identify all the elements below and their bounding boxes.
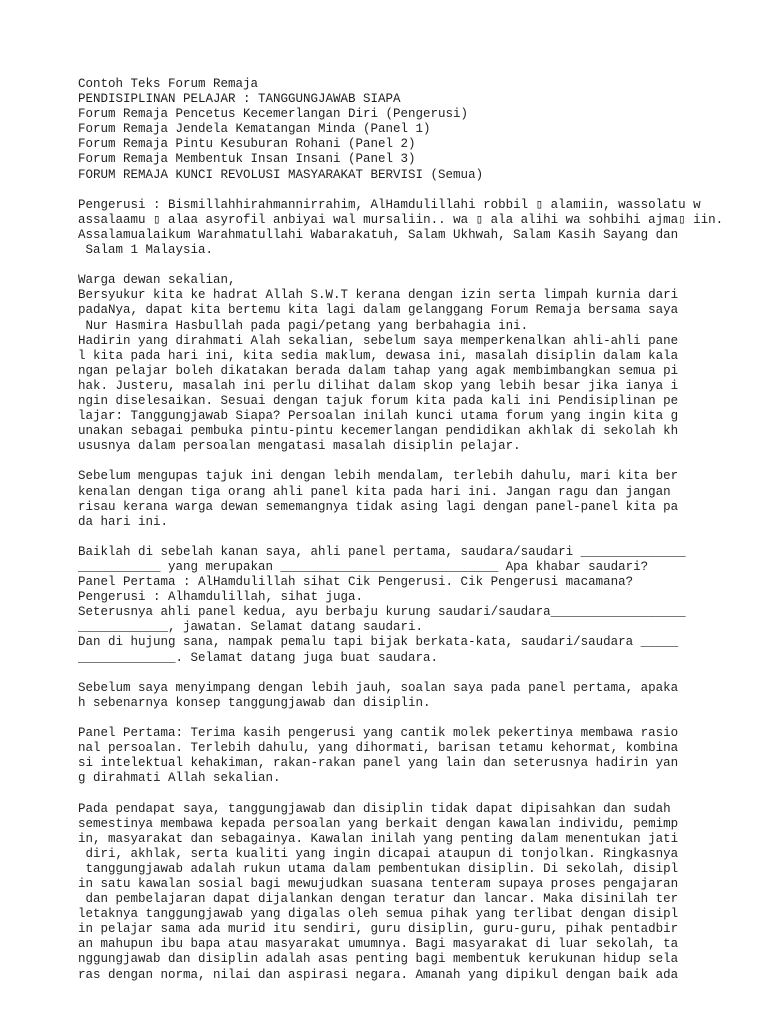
text-line: ___________ yang merupakan _____________________________ Apa khabar saudari? bbox=[78, 560, 649, 574]
text-line: l kita pada hari ini, kita sedia maklum, dewasa ini, masalah disiplin dalam kala bbox=[78, 348, 679, 363]
text-line: Bersyukur kita ke hadrat Allah S.W.T kerana dengan izin serta limpah kurnia dari bbox=[78, 288, 679, 303]
text-line: Pengerusi : Bismillahhirahmannirrahim, AlHamdulillahi robbil ▯ alamiin, wassolatu w bbox=[78, 197, 701, 212]
text-line: FORUM REMAJA KUNCI REVOLUSI MASYARAKAT BERVISI (Semua) bbox=[78, 167, 484, 182]
text-line: Forum Remaja Membentuk Insan Insani (Panel 3) bbox=[78, 152, 416, 167]
text-line: g dirahmati Allah sekalian. bbox=[78, 771, 281, 786]
text-line: Forum Remaja Pintu Kesuburan Rohani (Panel 2) bbox=[78, 137, 416, 152]
blank-line bbox=[78, 454, 768, 469]
text-line: Nur Hasmira Hasbullah pada pagi/petang yang berbahagia ini. bbox=[78, 318, 529, 333]
text-line: Baiklah di sebelah kanan saya, ahli panel pertama, saudara/saudari ______________ bbox=[78, 544, 686, 559]
text-line: Forum Remaja Jendela Kematangan Minda (Panel 1) bbox=[78, 122, 431, 137]
text-line: letaknya tanggungjawab yang digalas oleh semua pihak yang terlibat dengan disipl bbox=[78, 907, 679, 922]
text-line: dan pembelajaran dapat dijalankan dengan teratur dan lancar. Maka disinilah ter bbox=[78, 892, 679, 907]
text-line: ngan pelajar boleh dikatakan berada dalam tahap yang agak membimbangkan semua pi bbox=[78, 363, 679, 378]
blank-line bbox=[78, 258, 768, 273]
text-line: Pengerusi : Alhamdulillah, sihat juga. bbox=[78, 590, 364, 605]
text-line: in satu kawalan sosial bagi mewujudkan suasana tenteram supaya proses pengajaran bbox=[78, 876, 679, 891]
text-line: PENDISIPLINAN PELAJAR : TANGGUNGJAWAB SIAPA bbox=[78, 92, 401, 107]
document-body bbox=[78, 77, 768, 983]
blank-line bbox=[78, 666, 768, 681]
text-line: Assalamualaikum Warahmatullahi Wabarakatuh, Salam Ukhwah, Salam Kasih Sayang dan bbox=[78, 227, 679, 242]
text-line: Pada pendapat saya, tanggungjawab dan disiplin tidak dapat dipisahkan dan sudah bbox=[78, 801, 671, 816]
text-line: risau kerana warga dewan sememangnya tidak asing lagi dengan panel-panel kita pa bbox=[78, 499, 679, 514]
text-line: Sebelum mengupas tajuk ini dengan lebih mendalam, terlebih dahulu, mari kita ber bbox=[78, 469, 679, 484]
text-line: nal persoalan. Terlebih dahulu, yang dihormati, barisan tetamu kehormat, kombina bbox=[78, 741, 679, 756]
text-line: ____________, jawatan. Selamat datang saudari. bbox=[78, 620, 424, 635]
text-line: Warga dewan sekalian, bbox=[78, 273, 236, 288]
text-line: h sebenarnya konsep tanggungjawab dan disiplin. bbox=[78, 695, 431, 710]
blank-line bbox=[78, 183, 768, 198]
text-line: Salam 1 Malaysia. bbox=[78, 243, 214, 258]
text-line: Forum Remaja Pencetus Kecemerlangan Diri (Pengerusi) bbox=[78, 107, 469, 122]
text-line: Sebelum saya menyimpang dengan lebih jauh, soalan saya pada panel pertama, apaka bbox=[78, 680, 679, 695]
text-line: Panel Pertama: Terima kasih pengerusi yang cantik molek pekertinya membawa rasio bbox=[78, 726, 679, 741]
text-line: ngin diselesaikan. Sesuai dengan tajuk forum kita pada kali ini Pendisiplinan pe bbox=[78, 393, 679, 408]
text-line: in pelajar sama ada murid itu sendiri, guru disiplin, guru-guru, pihak pentadbir bbox=[78, 922, 679, 937]
text-line: an mahupun ibu bapa atau masyarakat umumnya. Bagi masyarakat di luar sekolah, ta bbox=[78, 937, 679, 952]
text-line: padaNya, dapat kita bertemu kita lagi dalam gelanggang Forum Remaja bersama saya bbox=[78, 303, 679, 318]
text-line: assalaamu ▯ alaa asyrofil anbiyai wal mursaliin.. wa ▯ ala alihi wa sohbihi ajma▯ iin. bbox=[78, 212, 724, 227]
text-line: semestinya membawa kepada persoalan yang berkait dengan kawalan individu, pemimp bbox=[78, 816, 679, 831]
text-line: si intelektual kehakiman, rakan-rakan panel yang lain dan seterusnya hadirin yan bbox=[78, 756, 679, 771]
text-line: da hari ini. bbox=[78, 514, 169, 529]
text-line: hak. Justeru, masalah ini perlu dilihat dalam skop yang lebih besar jika ianya i bbox=[78, 378, 679, 393]
text-line: in, masyarakat dan sebagainya. Kawalan inilah yang penting dalam menentukan jati bbox=[78, 831, 679, 846]
text-line: Contoh Teks Forum Remaja bbox=[78, 77, 259, 91]
text-line: diri, akhlak, serta kualiti yang ingin dicapai ataupun di tonjolkan. Ringkasnya bbox=[78, 846, 679, 861]
text-line: Seterusnya ahli panel kedua, ayu berbaju kurung saudari/saudara__________________ bbox=[78, 605, 686, 620]
text-line: unakan sebagai pembuka pintu-pintu kecemerlangan pendidikan akhlak di sekolah kh bbox=[78, 424, 679, 439]
text-line: Hadirin yang dirahmati Alah sekalian, sebelum saya memperkenalkan ahli-ahli pane bbox=[78, 333, 679, 348]
text-line: kenalan dengan tiga orang ahli panel kita pada hari ini. Jangan ragu dan jangan bbox=[78, 484, 671, 499]
text-line: lajar: Tanggungjawab Siapa? Persoalan inilah kunci utama forum yang ingin kita g bbox=[78, 409, 679, 424]
text-line: ususnya dalam persoalan mengatasi masalah disiplin pelajar. bbox=[78, 439, 521, 454]
text-line: tanggungjawab adalah rukun utama dalam pembentukan disiplin. Di sekolah, disipl bbox=[78, 861, 679, 876]
text-line: Dan di hujung sana, nampak pemalu tapi bijak berkata-kata, saudari/saudara _____ bbox=[78, 635, 679, 650]
text-line: ras dengan norma, nilai dan aspirasi negara. Amanah yang dipikul dengan baik ada bbox=[78, 967, 679, 982]
text-line: nggungjawab dan disiplin adalah asas penting bagi membentuk kerukunan hidup sela bbox=[78, 952, 679, 967]
text-line: Panel Pertama : AlHamdulillah sihat Cik Pengerusi. Cik Pengerusi macamana? bbox=[78, 575, 634, 590]
blank-line bbox=[78, 786, 768, 801]
blank-line bbox=[78, 530, 768, 545]
blank-line bbox=[78, 711, 768, 726]
text-line: _____________. Selamat datang juga buat saudara. bbox=[78, 650, 439, 665]
